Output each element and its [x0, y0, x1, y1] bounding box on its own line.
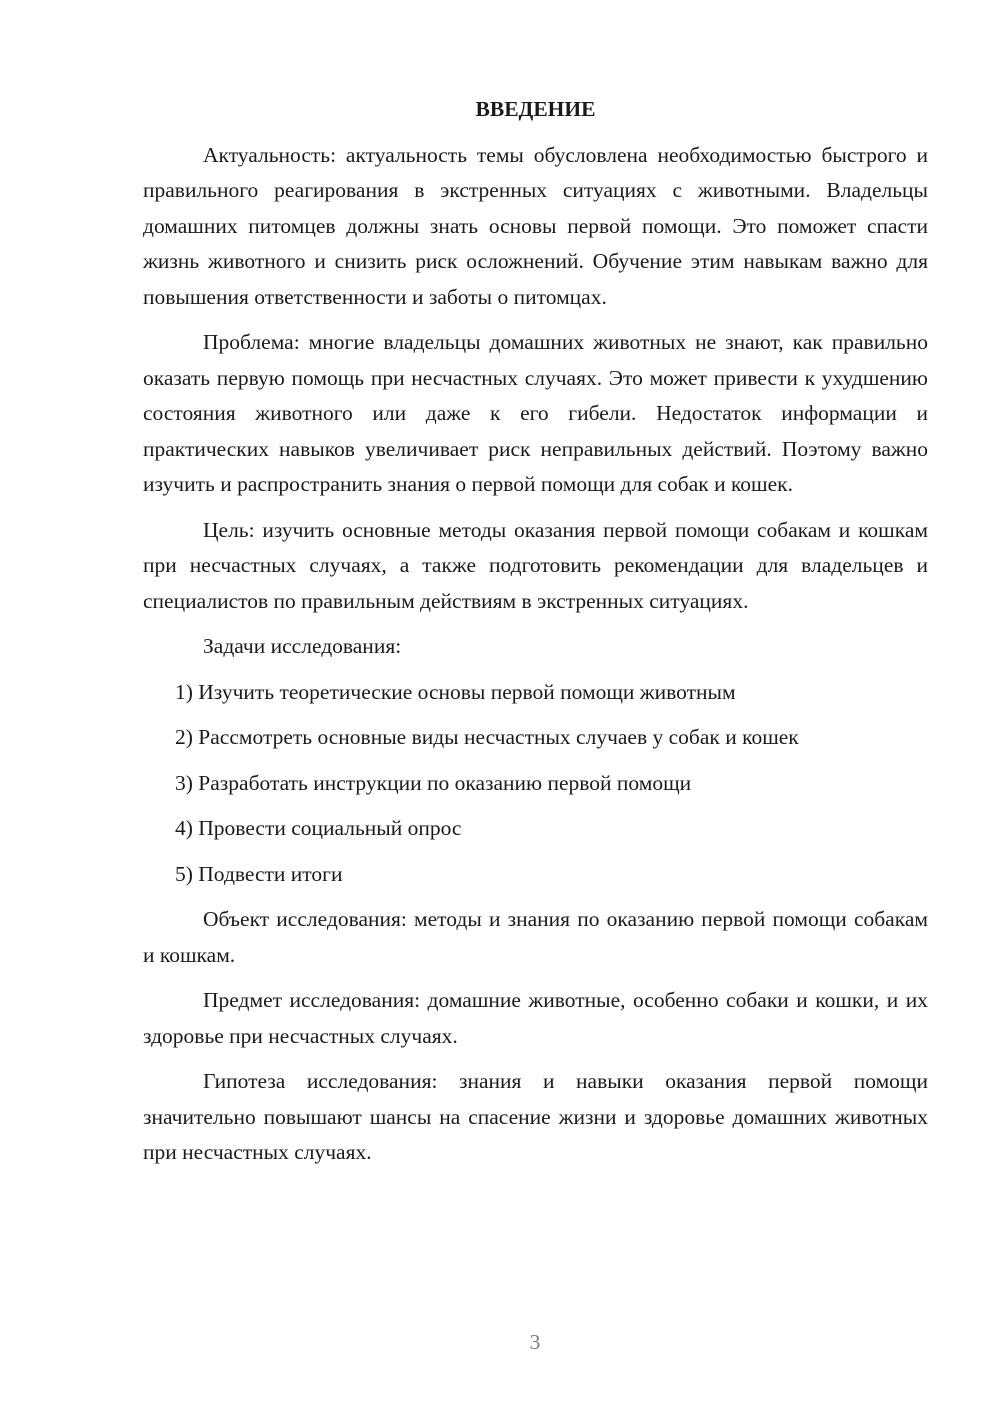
tasks-heading: Задачи исследования: [203, 634, 402, 658]
paragraph-goal: Цель: изучить основные методы оказания первой помощи собакам и кошкам при несчастных случаях, а также подготовить рекомендации для владельцев и специалистов по правильным действиям в экстренных ситуациях. [143, 517, 928, 613]
task-item-2: 2) Рассмотреть основные виды несчастных случаев у собак и кошек [175, 725, 799, 749]
paragraph-problem: Проблема: многие владельцы домашних животных не знают, как правильно оказать первую помощь при несчастных случаях. Это может привести к ухудшению состояния животного или даже к его гибели. Недостаток информации и практических навыков увеличивает риск неправильных действий. Поэтому важно изучить и распространить знания о первой помощи для собак и кошек. [143, 330, 928, 496]
page-content [143, 92, 928, 1181]
paragraph-relevance: Актуальность: актуальность темы обусловлена необходимостью быстрого и правильного реагирования в экстренных ситуациях с животными. Владельцы домашних питомцев должны знать основы первой помощи. Это поможет спасти жизнь животного и снизить риск осложнений. Обучение этим навыкам важно для повышения ответственности и заботы о питомцах. [143, 142, 928, 309]
page-number: 3 [529, 1330, 541, 1354]
paragraph-hypothesis: Гипотеза исследования: знания и навыки оказания первой помощи значительно повышают шансы на спасение жизни и здоровье домашних животных при несчастных случаях. [143, 1069, 928, 1164]
page-title: ВВЕДЕНИЕ [475, 97, 596, 121]
paragraph-subject: Предмет исследования: домашние животные, особенно собаки и кошки, и их здоровье при несчастных случаях. [143, 988, 928, 1048]
task-item-4: 4) Провести социальный опрос [175, 816, 462, 840]
paragraph-object: Объект исследования: методы и знания по оказанию первой помощи собакам и кошкам. [143, 907, 928, 967]
task-item-1: 1) Изучить теоретические основы первой помощи животным [175, 679, 736, 704]
task-item-3: 3) Разработать инструкции по оказанию первой помощи [175, 770, 692, 795]
task-item-5: 5) Подвести итоги [175, 861, 343, 886]
task-list [143, 675, 928, 893]
